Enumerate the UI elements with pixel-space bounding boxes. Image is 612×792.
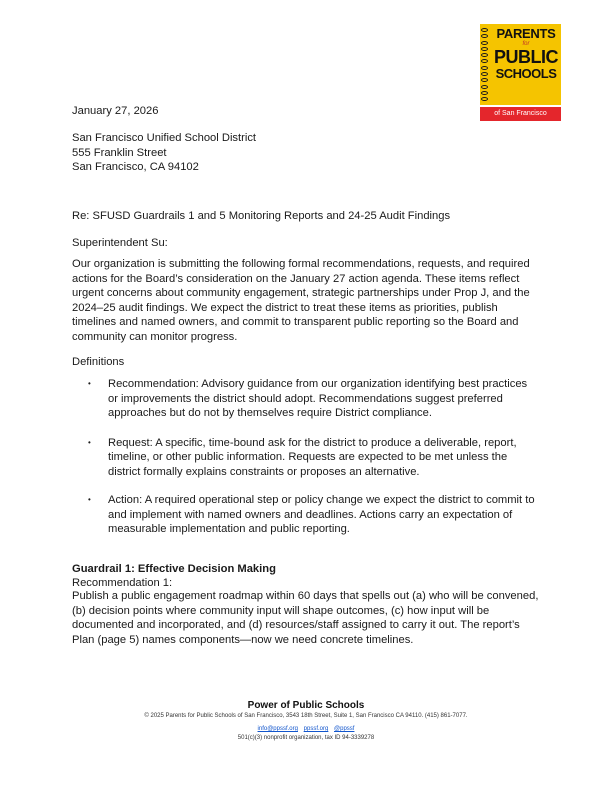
recipient-address	[72, 131, 256, 175]
logo-line-for: for	[522, 41, 530, 47]
footer-copyright: © 2025 Parents for Public Schools of San Francisco, 3543 18th Street, Suite 1, San Francisco CA 94110. (415) 861-7077.	[144, 713, 468, 719]
definition-action: • Action: A required operational step or policy change we expect the district to commit to and implement with named owners and deadlines. Actions carry an expectation of measurable implementation and public reporting.	[88, 493, 540, 537]
recommendation-label: Recommendation 1:	[72, 577, 173, 589]
logo-line-schools: SCHOOLS	[495, 66, 557, 81]
logo-tagline: of San Francisco	[480, 107, 561, 121]
address-line: 555 Franklin Street	[72, 146, 167, 159]
footer-title: Power of Public Schools	[247, 700, 365, 711]
salutation: Superintendent Su:	[72, 237, 168, 249]
website-link[interactable]: ppssf.org	[303, 726, 329, 732]
address-line: San Francisco Unified School District	[72, 132, 257, 144]
address-line: San Francisco, CA 94102	[72, 161, 199, 173]
definition-recommendation: • Recommendation: Advisory guidance from our organization identifying best practices or improvements the district should adopt. Recommendations suggest preferred approaches but do not by themselves require District compliance.	[88, 377, 540, 421]
logo-wordmark	[491, 27, 561, 81]
logo-line-parents: PARENTS	[496, 26, 556, 41]
social-handle-link[interactable]: @ppssf	[334, 726, 355, 732]
logo-panel	[480, 24, 561, 105]
email-link[interactable]: info@ppssf.org	[257, 726, 298, 732]
footer-links	[0, 726, 612, 732]
definitions-list	[88, 377, 540, 537]
subject-line: Re: SFUSD Guardrails 1 and 5 Monitoring Reports and 24-25 Audit Findings	[72, 210, 451, 222]
intro-paragraph: Our organization is submitting the following formal recommendations, requests, and required actions for the Board’s consideration on the January 27 action agenda. These items reflect urgent concerns about community engagement, strategic partnerships under Prop J, and the 2024–25 audit findings. We expect the district to treat these items as priorities, publish timelines and named owners, and commit to transparent public reporting so the Board and community can monitor progress.	[72, 258, 530, 343]
logo-line-public: PUBLIC	[494, 47, 558, 67]
guardrail-heading: Guardrail 1: Effective Decision Making	[72, 563, 276, 575]
recommendation-body: Publish a public engagement roadmap within 60 days that spells out (a) who will be convened, (b) decision points where community input will shape outcomes, (c) how input will be documented and incorporated, and (d) resources/staff assigned to carry it out. The report’s Plan (page 5) names components—now we need concrete timelines.	[72, 590, 539, 646]
definitions-heading: Definitions	[72, 356, 125, 368]
letter-date: January 27, 2026	[72, 105, 159, 117]
footer-nonprofit: 501(c)(3) nonprofit organization, tax ID 94-3339278	[237, 735, 375, 741]
ppssf-logo	[480, 24, 561, 121]
spiral-binding-icon	[481, 28, 489, 102]
definition-request: • Request: A specific, time-bound ask for the district to produce a deliverable, report, timeline, or other public information. Requests are expected to be met unless the district formally explains constraints or proposes an alternative.	[88, 436, 540, 480]
